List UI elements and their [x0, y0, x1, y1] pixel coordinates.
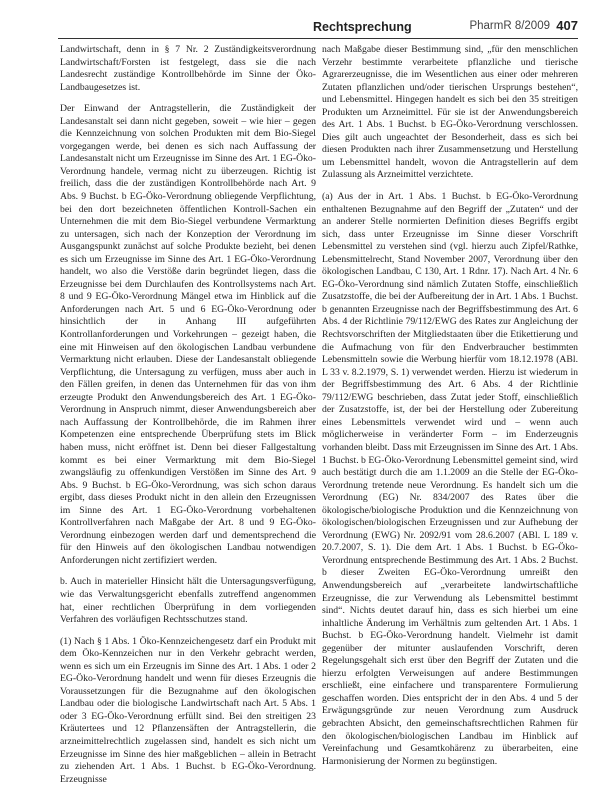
paragraph: nach Maßgabe dieser Bestimmung sind, „für den menschlichen Verzehr bestimmte verarbeitete pflanzliche und tierische Agrarerzeugnisse, die im Wesentlichen aus einer oder mehreren Zutaten pflanzlichen und/oder tierischen Ursprungs bestehen“, und Lebensmittel. Hingegen handelt es sich bei den 35 streitigen Produkten um Arzneimittel. Für sie ist der Anwendungsbereich des Art. 1 Abs. 1 Buchst. b EG-Öko-Verordnung verschlossen. Dies gilt auch ungeachtet der Besonderheit, dass es sich bei diesen Produkten nach ihrer Zusammensetzung und Herstellung um Lebensmittel handelt, wovon die Antragstellerin auf dem Zulassung als Arzneimittel verzichtete. [322, 44, 578, 181]
paragraph: Landwirtschaft, denn in § 7 Nr. 2 Zuständigkeitsverordnung Landwirtschaft/Forsten ist festgelegt, dass sie die nach Landesrecht zuständige Kontrollbehörde im Sinne der Öko-Landbaugesetzes ist. [60, 44, 316, 93]
paragraph: b. Auch in materieller Hinsicht hält die Untersagungsverfügung, wie das Verwaltungsgericht ebenfalls zutreffend angenommen hat, einer rechtlichen Überprüfung in dem vorliegenden Verfahren des vorläufigen Rechtsschutzes stand. [60, 576, 316, 626]
section-title: Rechtsprechung [313, 20, 412, 34]
page-number: 407 [556, 18, 578, 33]
left-column [60, 44, 316, 804]
issue-label: PharmR 8/2009 [469, 20, 550, 32]
right-column [322, 44, 578, 804]
paragraph: (a) Aus der in Art. 1 Abs. 1 Buchst. b EG-Öko-Verordnung enthaltenen Bezugnahme auf den Begriff der „Zutaten“ und der an anderer Stelle normierten Definition dieses Begriffs ergibt sich, dass unter Erzeugnisse im Sinne dieser Vorschrift Lebensmittel zu verstehen sind (vgl. hierzu auch Zipfel/Rathke, Lebensmittelrecht, Stand November 2007, Verordnung über den ökologischen Landbau, C 130, Art. 1 Rdnr. 17). Nach Art. 4 Nr. 6 EG-Öko-Verordnung sind nämlich Zutaten Stoffe, einschließlich Zusatzstoffe, die bei der Aufbereitung der in Art. 1 Abs. 1 Buchst. b genannten Erzeugnisse nach der Begriffsbestimmung des Art. 6 Abs. 4 der Richtlinie 79/112/EWG des Rates zur Angleichung der Rechtsvorschriften der Mitgliedstaaten über die Etikettierung und die Aufmachung von für den Endverbraucher bestimmten Lebensmitteln sowie die Werbung hierfür vom 18.12.1978 (ABl. L 33 v. 8.2.1979, S. 1) verwendet werden. Hierzu ist wiederum in der Begriffsbestimmung des Art. 6 Abs. 4 der Richtlinie 79/112/EWG beschrieben, dass Zutat jeder Stoff, einschließlich der Zusatzstoffe, ist, der bei der Herstellung oder Zubereitung eines Lebensmittels verwendet wird und – wenn auch möglicherweise in veränderter Form – im Enderzeugnis vorhanden bleibt. Dass mit Erzeugnissen im Sinne des Art. 1 Abs. 1 Buchst. b EG-Öko-Verordnung Lebensmittel gemeint sind, wird auch bestätigt durch die am 1.1.2009 an die Stelle der EG-Öko-Verordnung tretende neue Verordnung. Es handelt sich um die Verordnung (EG) Nr. 834/2007 des Rates über die ökologische/biologische Produktion und die Kennzeichnung von ökologischen/biologischen Erzeugnissen und zur Aufhebung der Verordnung (EWG) Nr. 2092/91 vom 28.6.2007 (ABl. L 189 v. 20.7.2007, S. 1). Die dem Art. 1 Abs. 1 Buchst. b EG-Öko-Verordnung entsprechende Bestimmung des Art. 1 Abs. 2 Buchst. b dieser Zweiten EG-Öko-Verordnung umreißt den Anwendungsbereich auf „verarbeitete landwirtschaftliche Erzeugnisse, die zur Verwendung als Lebensmittel bestimmt sind“. Nichts deutet darauf hin, dass es sich hierbei um eine inhaltliche Änderung im Verhältnis zum geltenden Art. 1 Abs. 1 Buchst. b EG-Öko-Verordnung handelt. Vielmehr ist damit gegenüber der mitunter auslaufenden Vorschrift, deren Regelungsgehalt sich erst über den Begriff der Zutaten und die hierzu erfolgten Verweisungen auf andere Bestimmungen erschließt, eine einfachere und transparentere Formulierung geschaffen worden. Dies entspricht der in den Abs. 4 und 5 der Erwägungsgründe zur neuen Verordnung zum Ausdruck gebrachten Absicht, den gemeinschaftsrechtlichen Rahmen für den ökologischen/biologischen Landbau im Hinblick auf Vereinfachung und Gesamtkohärenz zu überarbeiten, eine Harmonisierung der Normen zu begünstigen. [322, 191, 578, 767]
page-header [58, 14, 578, 39]
paragraph: (1) Nach § 1 Abs. 1 Öko-Kennzeichengesetz darf ein Produkt mit dem Öko-Kennzeichen nur in den Verkehr gebracht werden, wenn es sich um ein Erzeugnis im Sinne des Art. 1 Abs. 1 oder 2 EG-Öko-Verordnung handelt und wenn für dieses Erzeugnis die Voraussetzungen für die Bezugnahme auf den ökologischen Landbau oder die biologische Landwirtschaft nach Art. 5 Abs. 1 oder 3 EG-Öko-Verordnung erfüllt sind. Bei den streitigen 23 Kräutertees und 12 Pflanzensäften der Antragstellerin, die arzneimittelrechtlich zugelassen sind, handelt es sich nicht um Erzeugnisse im Sinne des hier maßgeblichen – allein in Betracht zu ziehenden Art. 1 Abs. 1 Buchst. b EG-Öko-Verordnung. Erzeugnisse [60, 635, 316, 785]
paragraph: Der Einwand der Antragstellerin, die Zuständigkeit der Landesanstalt sei dann nicht gegeben, soweit – wie hier – gegen die Kennzeichnung von solchen Produkten mit dem Bio-Siegel vorgegangen werde, bei denen es sich nach Auffassung der Landesanstalt nicht um Erzeugnisse im Sinne des Art. 1 EG-Öko-Verordnung handele, vermag nicht zu überzeugen. Richtig ist freilich, dass die der zuständigen Kontrollbehörde nach Art. 9 Abs. 9 Buchst. b EG-Öko-Verordnung obliegende Verpflichtung, bei den dort bezeichneten öffentlichen Kontroll-Sachen ein Unternehmen die mit dem Bio-Siegel verbundene Vermarktung zu untersagen, sich nach der Konzeption der Verordnung im Ausgangspunkt zunächst auf solche Produkte bezieht, bei denen es sich um Erzeugnisse im Sinne des Art. 1 EG-Öko-Verordnung handelt, wo also die Verstöße darin begründet liegen, dass die Erzeugnisse bei dem Durchlaufen des Kontrollsystems nach Art. 8 und 9 EG-Öko-Verordnung Mängel etwa im Hinblick auf die Anforderungen nach Art. 5 und 6 EG-Öko-Verordnung oder hinsichtlich der in Anhang III aufgeführten Kontrollanforderungen und Vorkehrungen – gezeigt haben, die eine mit Hinweisen auf den ökologischen Landbau verbundene Vermarktung nicht erlauben. Diese der Landesanstalt obliegende Verpflichtung, die Untersagung zu verfügen, muss aber auch in den Fällen greifen, in denen das Unternehmen für das von ihm erzeugte Produkt den Anwendungsbereich des Art. 1 EG-Öko-Verordnung in Anspruch nimmt, dieser Anwendungsbereich aber nach Auffassung der Kontrollbehörde, die im Rahmen ihrer Kompetenzen eine entsprechende Überprüfung stets im Blick haben muss, nicht eröffnet ist. Denn bei dieser Fallgestaltung kommt es bei einer Vermarktung mit dem Bio-Siegel zwangsläufig zu offenkundigen Verstößen im Sinne des Art. 9 Abs. 9 Buchst. b EG-Öko-Verordnung, was sich schon daraus ergibt, dass dieses Produkt nicht in den allein den Erzeugnissen im Sinne des Art. 1 EG-Öko-Verordnung vorbehaltenen Kontrollverfahren nach Maßgabe der Art. 8 und 9 EG-Öko-Verordnung einbezogen werden darf und dementsprechend die für den Hinweis auf den ökologischen Landbau notwendigen Anforderungen nicht zertifiziert werden. [60, 103, 316, 566]
